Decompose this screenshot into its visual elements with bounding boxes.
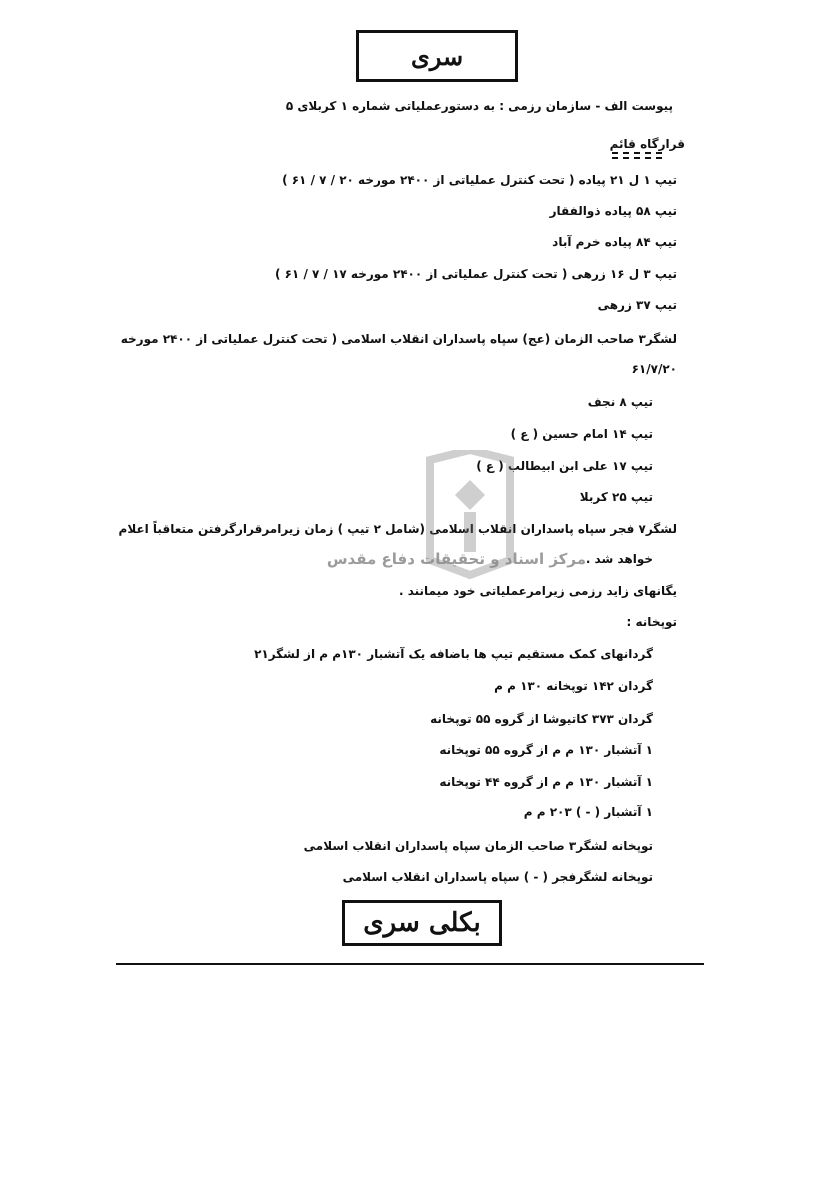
- artillery-line: ۱ آتشبار ۱۳۰ م م از گروه ۵۵ توپخانه: [439, 743, 653, 757]
- brigade-line: تیپ ۱۴ امام حسین ( ع ): [510, 427, 653, 441]
- unit-line: خواهد شد .: [585, 552, 653, 566]
- unit-line: تیپ ۸۴ پیاده خرم آباد: [552, 235, 677, 249]
- artillery-line: ۱ آتشبار ۱۳۰ م م از گروه ۴۴ توپخانه: [439, 775, 653, 789]
- unit-line: لشگر۳ صاحب الزمان (عج) سپاه پاسداران انقلاب اسلامی ( تحت کنترل عملیاتی از ۲۴۰۰ مورخه: [120, 332, 677, 346]
- classification-stamp-bottom: بکلی سری: [342, 900, 502, 946]
- unit-line: تیپ ۳ ل ۱۶ زرهی ( تحت کنترل عملیاتی از ۲۴۰۰ مورخه ۱۷ / ۷ / ۶۱ ): [274, 267, 677, 281]
- archive-watermark-text: مرکز اسناد و تحقیقات دفاع مقدس: [326, 550, 586, 568]
- unit-line: لشگر۷ فجر سپاه پاسداران انقلاب اسلامی (شامل ۲ تیپ ) زمان زیرامرقرارگرفتن متعاقباً اعلام: [118, 522, 677, 536]
- unit-line: تیپ ۳۷ زرهی: [597, 298, 677, 312]
- page-rule: [116, 963, 704, 965]
- appendix-heading: پیوست الف - سازمان رزمی : به دستورعملیاتی شماره ۱ کربلای ۵: [285, 99, 673, 113]
- brigade-line: تیپ ۱۷ علی ابن ابیطالب ( ع ): [476, 459, 653, 473]
- brigade-line: تیپ ۸ نجف: [587, 395, 653, 409]
- brigade-line: تیپ ۲۵ کربلا: [579, 490, 653, 504]
- artillery-line: گردانهای کمک مستقیم تیپ ها باضافه یک آتشبار ۱۳۰م م از لشگر۲۱: [254, 647, 653, 661]
- artillery-line: گردان ۳۷۳ کاتیوشا از گروه ۵۵ توپخانه: [430, 712, 653, 726]
- classification-stamp-top: سری: [356, 30, 518, 82]
- artillery-line: توپخانه لشگرفجر ( - ) سپاه پاسداران انقلاب اسلامی: [342, 870, 653, 884]
- heading-underline: [612, 152, 662, 154]
- artillery-line: توپخانه لشگر۳ صاحب الزمان سپاه پاسداران انقلاب اسلامی: [303, 839, 653, 853]
- unit-line: تیپ ۱ ل ۲۱ پیاده ( تحت کنترل عملیاتی از ۲۴۰۰ مورخه ۲۰ / ۷ / ۶۱ ): [282, 173, 677, 187]
- unit-line: یگانهای زاید رزمی زیرامرعملیاتی خود میمانند .: [398, 584, 677, 598]
- headquarters-heading: قرارگاه قائم: [609, 137, 685, 151]
- unit-line: تیپ ۵۸ پیاده ذوالفقار: [549, 204, 677, 218]
- unit-line: ۶۱/۷/۲۰: [631, 362, 677, 376]
- heading-underline-2: [612, 157, 662, 159]
- artillery-line: گردان ۱۴۲ توپخانه ۱۳۰ م م: [494, 679, 653, 693]
- artillery-heading: توپخانه :: [626, 615, 677, 629]
- artillery-line: ۱ آتشبار ( - ) ۲۰۳ م م: [523, 805, 653, 819]
